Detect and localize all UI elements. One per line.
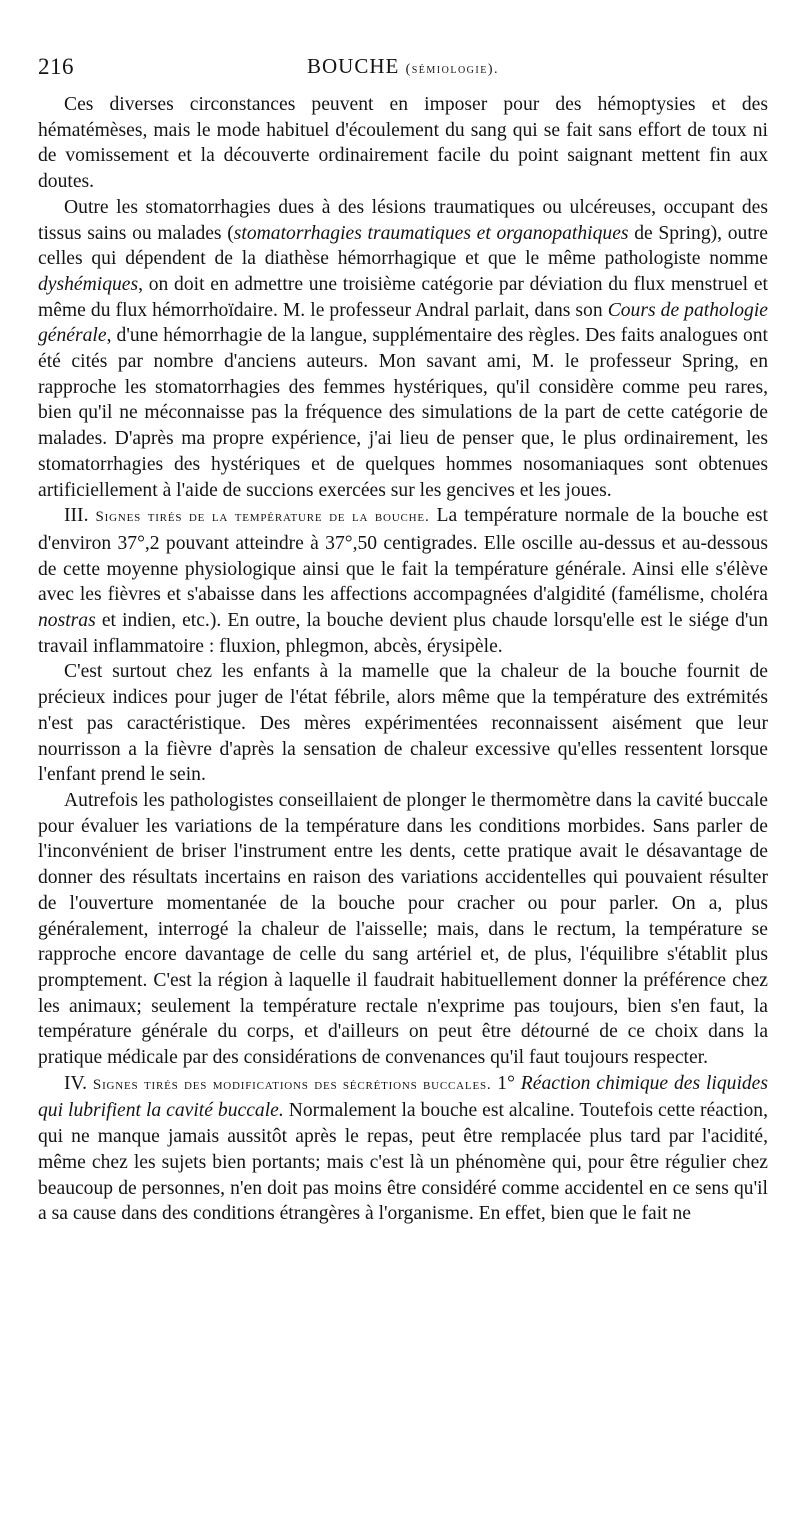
paragraph-6-text: 1° [491,1072,521,1094]
section-number: III. [64,505,89,527]
italic-fragment: to [539,1021,555,1043]
page-header [38,54,768,88]
paragraph-2 [38,195,768,503]
paragraph-5-text: urné de ce choix dans la pratique médicale par des considérations de convenances qu'il faut toujours respecter. [38,1021,769,1069]
body-text [38,92,768,1227]
paragraph-2-text: , on doit en admettre une troisième catégorie par déviation du flux menstruel et même du flux hémorrhoïdaire. M. le professeur Andral parlait, dans son [38,273,768,321]
paragraph-5-text: Autrefois les pathologistes conseillaient de plonger le thermomètre dans la cavité buccale pour évaluer les variations de la température dans les conditions morbides. Sans parler de l'inconvénient de briser l'instrument entre les dents, cette pratique avait le désavantage de donner des résultats incertains en raison des variations accidentelles qui pouvaient résulter de l'ouverture momentanée de la bouche pour cracher ou pour parler. On a, plus généralement, interrogé la chaleur de l'aisselle; mais, dans le rectum, la température se rapproche encore davantage de celle du sang artériel et, de plus, l'équilibre s'établit plus promptement. C'est la région à laquelle il faudrait habituellement donner la préférence chez les animaux; seulement la température rectale n'exprime pas toujours, bien s'en faut, la température générale du corps, et d'ailleurs on peut être dé [38,789,768,1043]
paragraph-2-text: Outre les stomatorrhagies dues à des lésions traumatiques ou ulcéreuses, occupant des tissus sains ou malades ( [38,196,768,244]
paragraph-6-text: Normalement la bouche est alcaline. Toutefois cette réaction, qui ne manque jamais aussitôt après le repas, peut être remplacée plus tard par l'acidité, même chez les sujets bien portants; mais c'est là un phénomène qui, pour être régulier chez beaucoup de personnes, n'en doit pas moins être considéré comme accidentel en ce sens qu'il a sa cause dans des conditions étrangères à l'organisme. En effet, bien que le fait ne [38,1100,768,1225]
italic-book-title: Cours de pathologie générale [38,299,768,347]
paragraph-2-text: , d'une hémorrhagie de la langue, supplémentaire des règles. Des faits analogues ont été cités par nombre d'anciens auteurs. Mon savant ami, M. le professeur Spring, en rapproche les stomatorrhagies des femmes hystériques, qu'il considère comme peu rares, bien qu'il ne méconnaisse pas la fréquence des simulations de la part de cette catégorie de malades. D'après ma propre expérience, j'ai lieu de penser que, le plus ordinairement, les stomatorrhagies des hystériques et de quelques hommes nosomaniaques sont obtenues artificiellement à l'aide de succions exercées sur les gencives et les joues. [38,325,768,501]
italic-term: stomatorrhagies traumatiques et organopathiques [233,222,629,244]
paragraph-6 [38,1071,768,1227]
paragraph-5 [38,788,768,1071]
paragraph-1: Ces diverses circonstances peuvent en imposer pour des hémoptysies et des hématémèses, mais le mode habituel d'écoulement du sang qui se fait sans effort de toux ni de vomissement et la découverte ordinairement facile du point saignant mettent fin aux doutes. [38,94,768,193]
running-title-subtitle: (sémiologie). [405,62,500,77]
paragraph-2-text: de Spring), outre celles qui dépendent de la diathèse hémorrhagique et que le même pathologiste nomme [38,222,768,270]
paragraph-3 [38,503,768,659]
running-title [38,54,768,79]
section-heading: Signes tirés de la température de la bouche. [95,509,430,526]
paragraph-3-text: et indien, etc.). En outre, la bouche devient plus chaude lorsqu'elle est le siége d'un travail inflammatoire : fluxion, phlegmon, abcès, érysipèle. [38,610,768,657]
paragraph-3-text: La température normale de la bouche est d'environ 37°,2 pouvant atteindre à 37°,50 centigrades. Elle oscille au-dessus et au-dessous de cette moyenne physiologique ainsi que le fait la température générale. Ainsi elle s'élève avec les fièvres et s'abaisse dans les affections accompagnées d'algidité (famélisme, choléra [38,505,768,606]
section-heading: Signes tirés des modifications des sécrétions buccales. [92,1076,492,1093]
italic-subheading: Réaction chimique des liquides qui lubrifient la cavité buccale. [38,1072,769,1122]
italic-term: dyshémiques [38,273,139,295]
italic-term: nostras [38,610,96,632]
section-number: IV. [64,1072,88,1094]
running-title-main: BOUCHE [306,54,400,78]
paragraph-4: C'est surtout chez les enfants à la mamelle que la chaleur de la bouche fournit de précieux indices pour juger de l'état fébrile, alors même que la température des extrémités n'est pas caractéristique. Des mères expérimentées reconnaissent aisément que leur nourrisson a la fièvre d'après la sensation de chaleur excessive qu'elles ressentent lorsque l'enfant prend le sein. [38,661,768,786]
page-number: 216 [38,54,74,79]
